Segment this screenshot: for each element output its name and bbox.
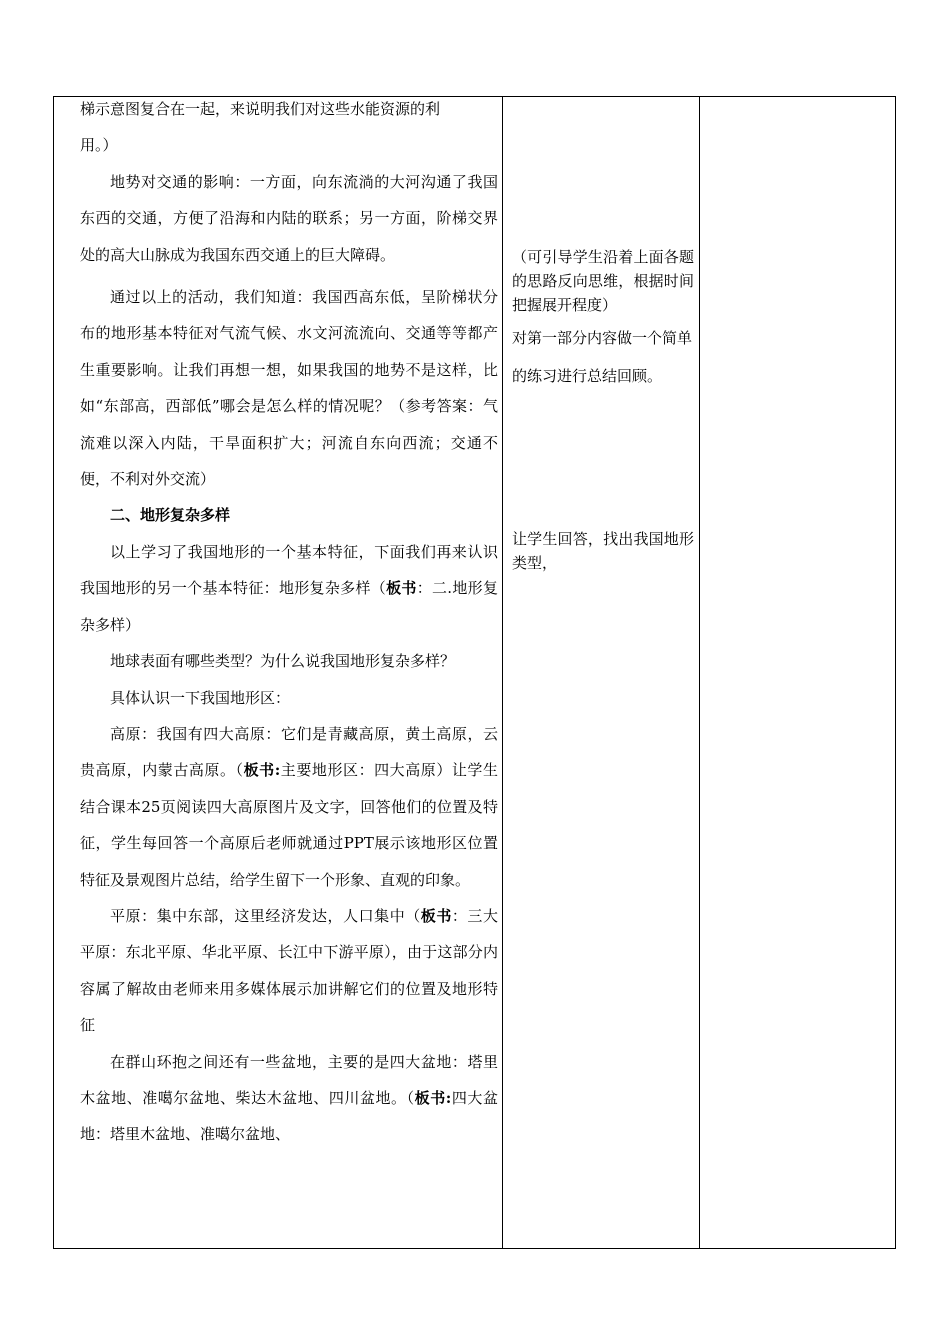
- board-label: 板书: [420, 906, 452, 925]
- section-heading: 二、地形复杂多样: [110, 506, 231, 525]
- text-run: 四大盆地：塔里木盆地、准噶尔盆地、: [80, 1088, 498, 1144]
- board-label: 板书:: [243, 761, 281, 780]
- student-activity-column: [512, 97, 694, 575]
- activity-note-reverse-thinking: （可引导学生沿着上面各题的思路反向思维，根据时间把握展开程度）: [512, 248, 694, 314]
- teaching-content-column: [80, 97, 498, 1153]
- paragraph-continuation: [80, 91, 498, 164]
- third-column: [700, 97, 895, 1248]
- paragraph-question: 地球表面有哪些类型？为什么说我国地形复杂多样？: [110, 652, 456, 671]
- paragraph-transport: 地势对交通的影响：一方面，向东流淌的大河沟通了我国东西的交通，方便了沿海和内陆的联系；另一方面，阶梯交界处的高大山脉成为我国东西交通上的巨大障碍。: [80, 172, 498, 264]
- text-run: 平原：集中东部，这里经济发达，人口集中（: [110, 906, 421, 925]
- text-run: 以上学习了我国地形的一个基本特征，下面我们再来认识我国地形的另一个基本特征：地形复杂多样（: [80, 542, 498, 598]
- paragraph-plains: [80, 898, 498, 1044]
- column-divider: [502, 97, 503, 1248]
- text-run: ：二.地形复杂多样）: [80, 579, 498, 634]
- paragraph-summary: 通过以上的活动，我们知道：我国西高东低，呈阶梯状分布的地形基本特征对气流气候、水文河流流向、交通等等都产生重要影响。让我们再想一想，如果我国的地势不是这样，比如“东部高，西部低”哪会是怎么样的情况呢？（参考答案：气流难以深入内陆，干旱面积扩大；河流自东向西流；交通不便，不利对外交流）: [80, 288, 498, 489]
- text-run: ：三大平原：东北平原、华北平原、长江中下游平原），由于这部分内容属了解故由老师来用多媒体展示加讲解它们的位置及地形特征: [80, 906, 498, 1035]
- board-label: 板书: [386, 579, 417, 598]
- activity-note-landform-types: 让学生回答，找出我国地形类型，: [512, 530, 694, 572]
- text-run: 在群山环抱之间还有一些盆地，主要的是四大盆地：塔里木盆地、准噶尔盆地、柴达木盆地、四川盆地。（: [80, 1052, 498, 1107]
- paragraph-intro-landforms: [80, 534, 498, 643]
- text-run: 高原：我国有四大高原：它们是青藏高原，黄土高原，云贵高原，内蒙古高原。（: [80, 724, 498, 780]
- activity-note-review: 对第一部分内容做一个简单的练习进行总结回顾。: [512, 329, 693, 385]
- text-run: 主要地形区：四大高原）让学生结合课本25页阅读四大高原图片及文字，回答他们的位置及特征，学生每回答一个高原后老师就通过PPT展示该地形区位置特征及景观图片总结，给学生留下一个形象、直观的印象。: [80, 761, 498, 889]
- paragraph-basins: [80, 1044, 498, 1153]
- board-label: 板书:: [414, 1088, 452, 1107]
- lesson-plan-table: [53, 96, 896, 1249]
- paragraph-plateaus: [80, 716, 498, 898]
- text-line: 用。）: [80, 136, 118, 155]
- paragraph-regions: 具体认识一下我国地形区：: [110, 688, 291, 707]
- text-line: 梯示意图复合在一起，来说明我们对这些水能资源的利: [80, 100, 441, 118]
